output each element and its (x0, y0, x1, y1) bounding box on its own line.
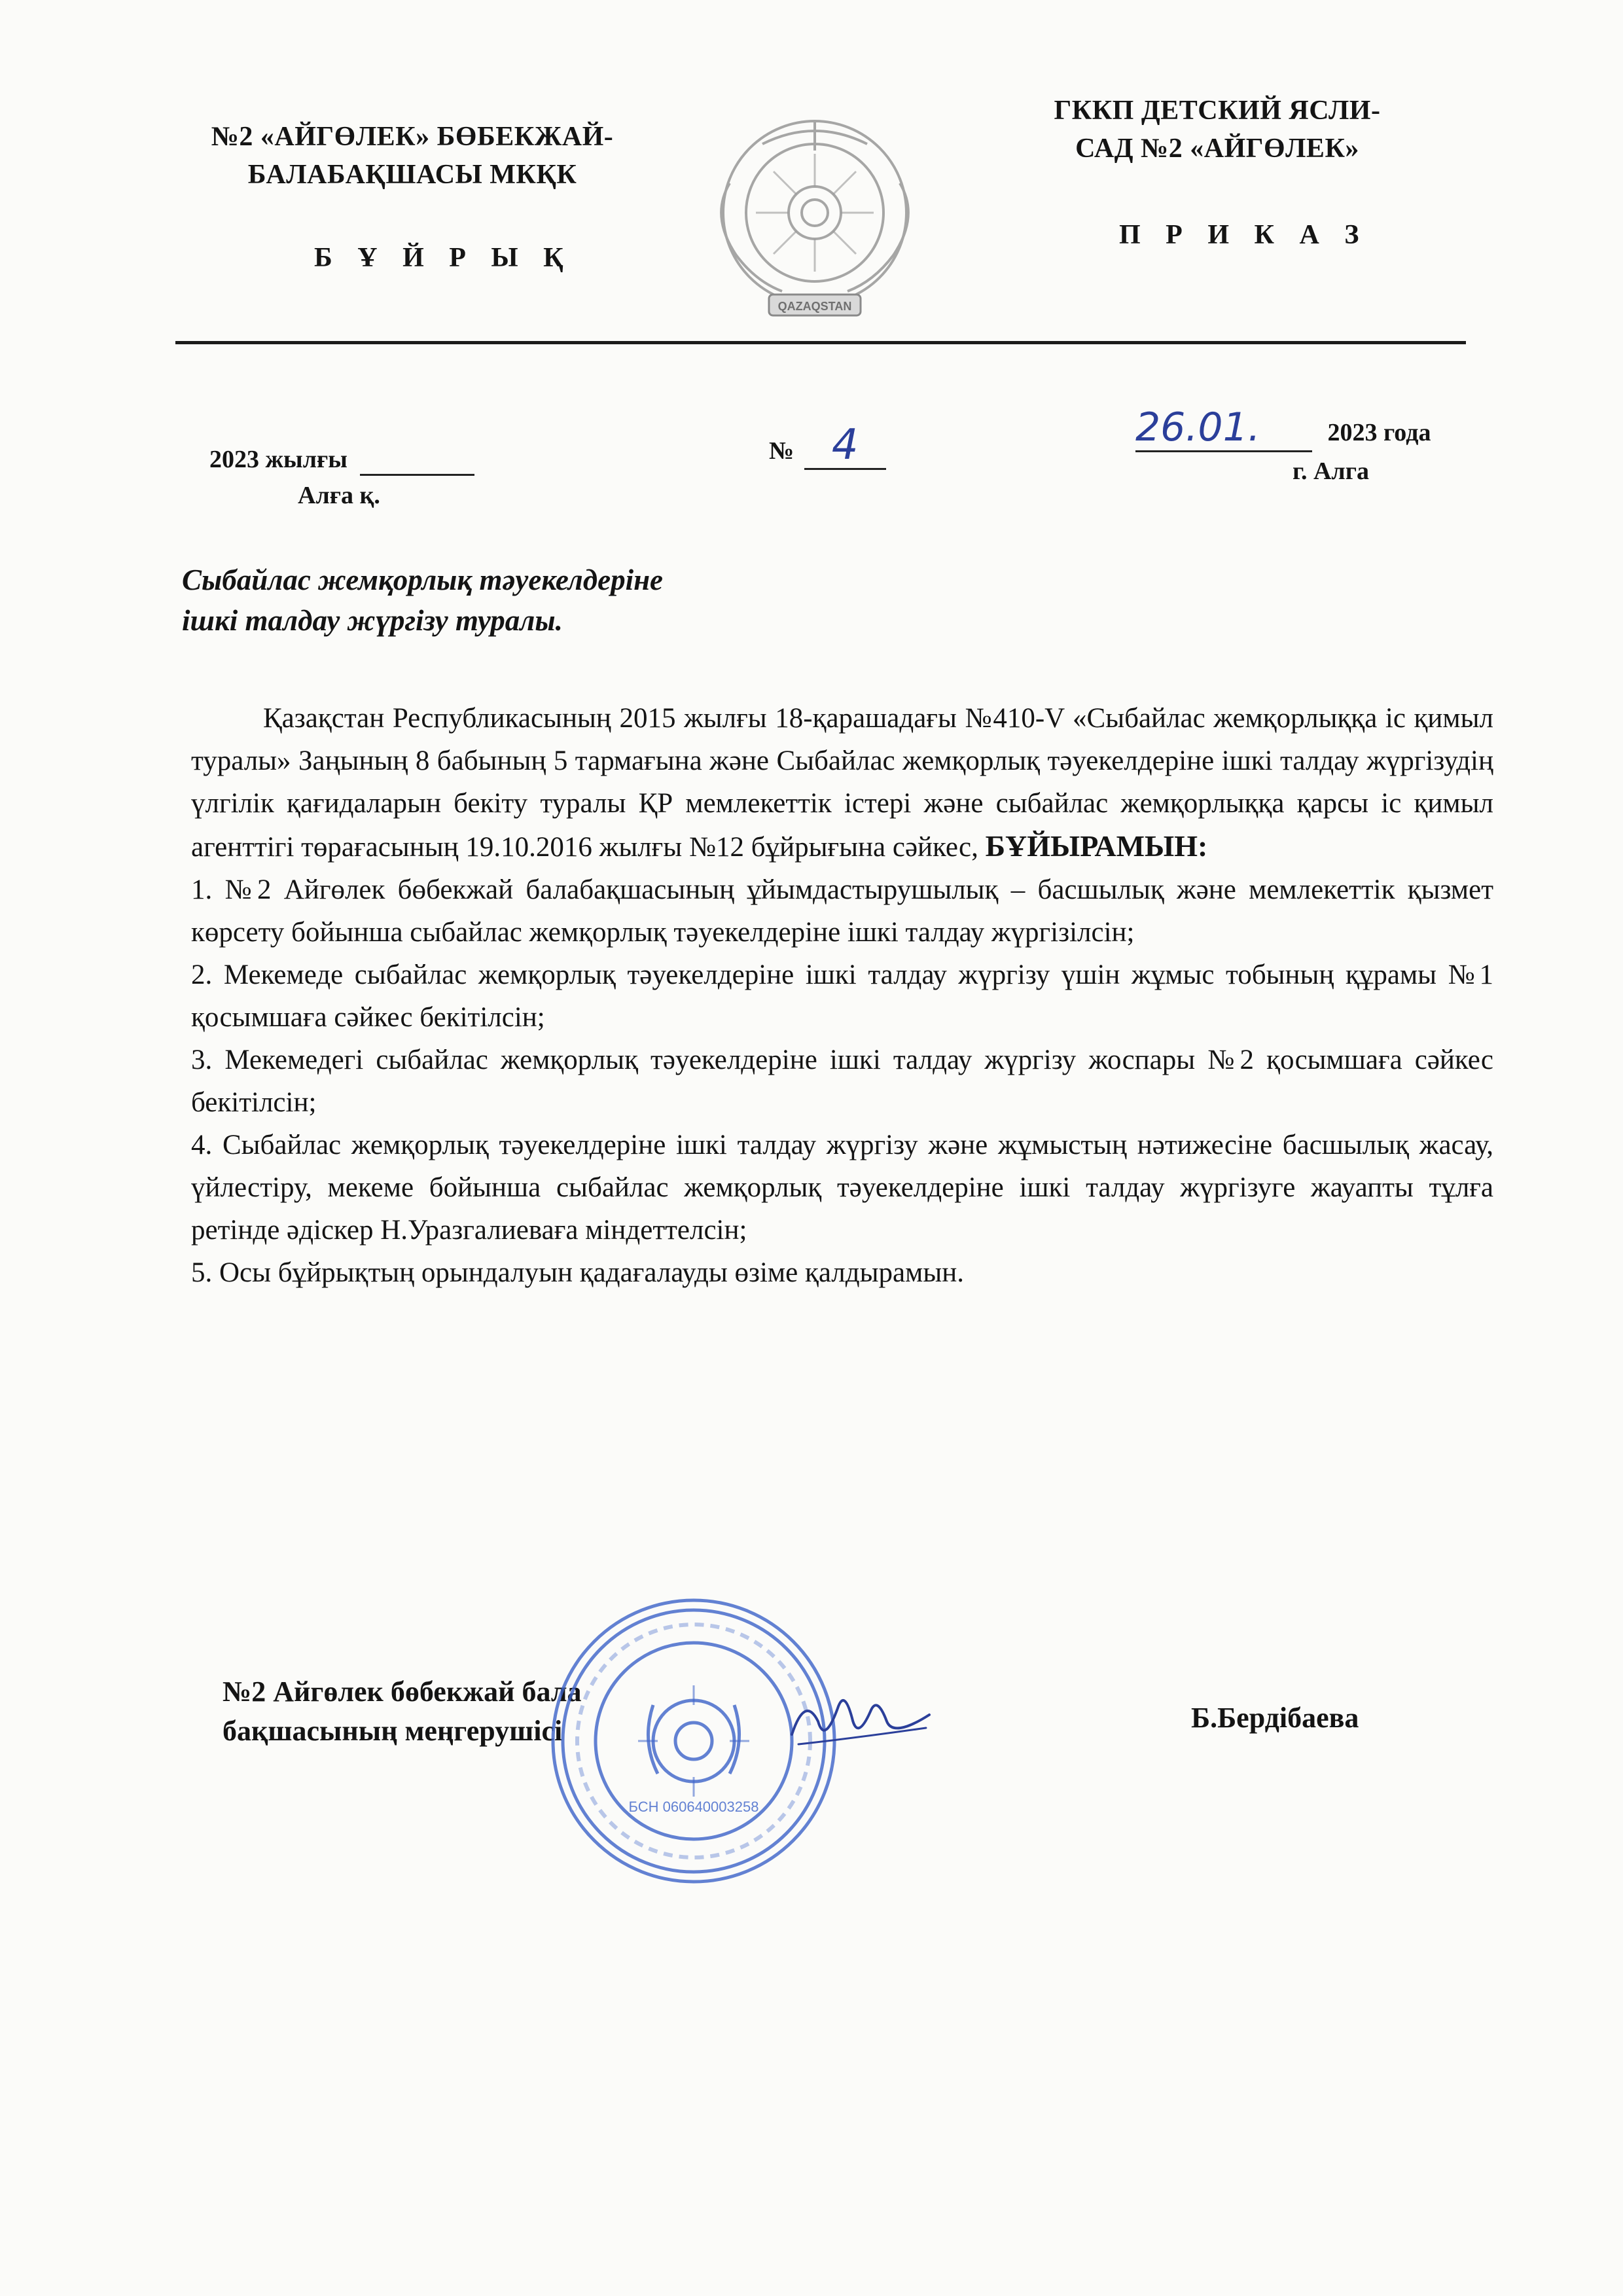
stamp-bin: БСН 060640003258 (628, 1799, 759, 1815)
handwritten-signature (779, 1682, 936, 1761)
emblem-text: QAZAQSTAN (777, 300, 852, 313)
order-number: 4 (831, 421, 859, 469)
signatory-position (223, 1672, 582, 1751)
kz-org-name (151, 118, 674, 194)
title-line1: Сыбайлас жемқорлық тәуекелдеріне (182, 564, 664, 596)
list-item: 1. №2 Айгөлек бөбекжай балабақшасының ұйымдастырушылық – басшылық және мемлекеттік қызмет көрсету бойынша сыбайлас жемқорлық тәуекелдеріне ішкі талдау жүргізілсін; (191, 874, 1493, 948)
order-body (191, 697, 1493, 1294)
order-word: БҰЙЫРАМЫН: (985, 829, 1208, 863)
ru-org-name (962, 92, 1472, 168)
list-item: 3. Мекемедегі сыбайлас жемқорлық тәуекелдеріне ішкі талдау жүргізу жоспары №2 қосымшаға сәйкес бекітілсін; (191, 1045, 1493, 1118)
list-item: 4. Сыбайлас жемқорлық тәуекелдеріне ішкі талдау жүргізу және жұмыстың нәтижесіне басшылық жасау, үйлестіру, мекеме бойынша сыбайлас жемқорлық тәуекелдеріне ішкі талдау жүргізуге жауапты тұлға ретінде әдіскер Н.Уразгалиеваға міндеттелсін; (191, 1130, 1493, 1246)
position-line2: бақшасының меңгерушісі (223, 1715, 563, 1747)
list-item: 5. Осы бұйрықтың орындалуын қадағалауды өзіме қалдырамын. (191, 1257, 964, 1288)
state-emblem-icon (684, 105, 946, 334)
ru-place: г. Алга (1293, 457, 1369, 485)
preamble-paragraph (191, 697, 1493, 869)
kz-date-blank (360, 445, 474, 476)
order-number-block (769, 422, 886, 470)
number-field (804, 422, 886, 470)
number-label: № (769, 437, 794, 465)
kz-doc-type: Б Ұ Й Р Ы Қ (314, 243, 573, 273)
preamble-text: Қазақстан Республикасының 2015 жылғы 18-қарашадағы №410-V «Сыбайлас жемқорлыққа іс қимыл туралы» Заңының 8 бабының 5 тармағына және Сыбайлас жемқорлық тәуекелдеріне ішкі талдау жүргізудің үлгілік қағидаларын бекіту туралы ҚР мемлекеттік істері және сыбайлас жемқорлыққа қарсы іс қимыл агенттігі төрағасының 19.10.2016 жылғы №12 бұйрығына сәйкес, (191, 703, 1493, 863)
position-line1: №2 Айгөлек бөбекжай бала (223, 1676, 582, 1708)
kz-date-block (209, 445, 474, 476)
kz-org-line1: №2 «АЙГӨЛЕК» БӨБЕКЖАЙ- (211, 122, 614, 152)
ru-org-line1: ГККП ДЕТСКИЙ ЯСЛИ- (1054, 96, 1381, 126)
list-item: 2. Мекемеде сыбайлас жемқорлық тәуекелдеріне ішкі талдау жүргізу үшін жұмыс тобының құрамы №1 қосымшаға сәйкес бекітілсін; (191, 960, 1493, 1033)
header-divider (175, 341, 1466, 344)
order-title (182, 560, 663, 641)
ru-date-block (1135, 404, 1431, 452)
ru-org-line2: САД №2 «АЙГӨЛЕК» (1075, 134, 1359, 164)
kz-year: 2023 жылғы (209, 446, 348, 473)
ru-date-field (1135, 404, 1312, 452)
ru-year: 2023 года (1327, 419, 1431, 446)
kz-org-line2: БАЛАБАҚШАСЫ МКҚК (247, 160, 577, 190)
signatory-name: Б.Бердібаева (1191, 1702, 1359, 1734)
ru-doc-type: П Р И К А З (1119, 220, 1368, 250)
kz-place: Алға қ. (298, 482, 380, 509)
title-line2: ішкі талдау жүргізу туралы. (182, 604, 563, 637)
date-handwritten: 26.01. (1135, 404, 1260, 450)
